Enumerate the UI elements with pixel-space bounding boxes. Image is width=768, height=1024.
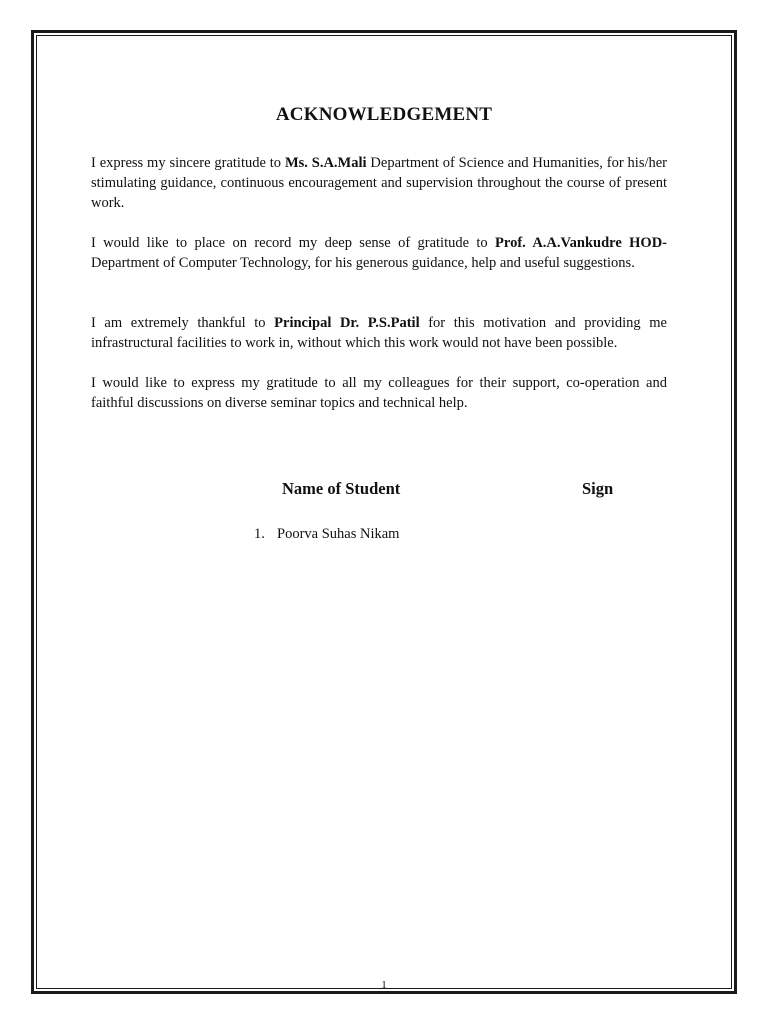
paragraph-4 [91,373,667,413]
paragraph-3 [91,313,667,353]
page-number: 1 [381,979,387,989]
paragraph-1-pre: I express my sincere gratitude to [91,155,285,171]
paragraph-4-text: I would like to express my gratitude to all my colleagues for their support, co-operation and faithful discussions on diverse seminar topics and technical help. [91,375,667,411]
paragraph-2 [91,233,667,273]
student-list-item [254,526,399,543]
name-of-student-header: Name of Student [282,479,401,498]
paragraph-3-post: for this motivation and providing me infrastructural facilities to work in, without which this work would not have been possible. [91,315,667,351]
paragraph-2-name: Prof. A.A.Vankudre HOD- [495,235,667,251]
paragraph-3-name: Principal Dr. P.S.Patil [274,315,420,331]
paragraph-2-pre: I would like to place on record my deep sense of gratitude to [91,235,496,251]
paragraph-1-name: Ms. S.A.Mali [284,155,367,171]
paragraph-2-post: Department of Computer Technology, for his generous guidance, help and useful suggestions. [91,255,635,271]
student-number: 1. [254,526,265,542]
paragraph-3-pre: I am extremely thankful to [91,315,275,331]
sign-header: Sign [582,479,614,498]
paragraph-1 [91,153,667,213]
paragraph-1-post: Department of Science and Humanities, for his/her stimulating guidance, continuous encouragement and supervision throughout the course of present work. [91,155,668,211]
student-name: Poorva Suhas Nikam [277,526,400,542]
page-title: ACKNOWLEDGEMENT [275,104,493,125]
